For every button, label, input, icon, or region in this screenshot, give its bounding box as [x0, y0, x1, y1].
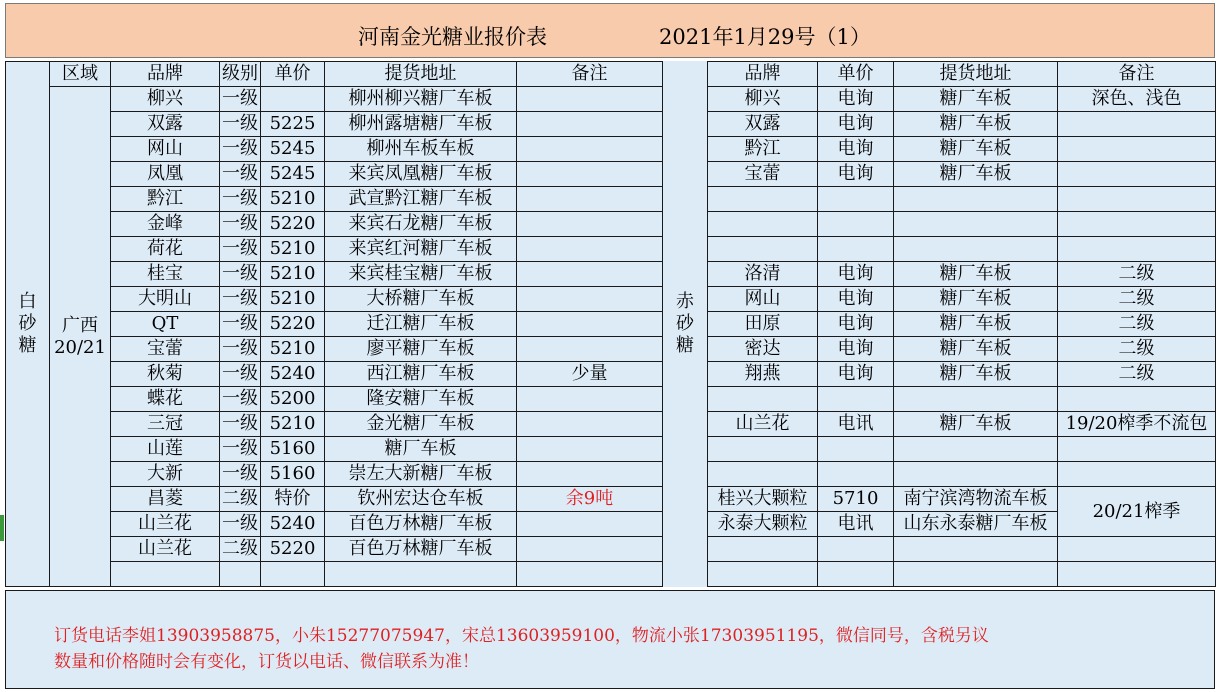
remark-cell[interactable]: [1058, 137, 1216, 162]
table-row: [6, 162, 1216, 187]
footer-notes: [5, 590, 1215, 689]
brand-cell[interactable]: [708, 537, 818, 562]
pickup-address-cell[interactable]: 糖厂车板: [894, 262, 1058, 287]
remark-cell[interactable]: 二级: [1058, 312, 1216, 337]
remark-cell[interactable]: [1058, 437, 1216, 462]
grade-cell[interactable]: 一级: [220, 512, 261, 537]
contact-line: 订货电话李姐13903958875，小朱15277075947，宋总13603959100，物流小张17303951195，微信同号，含税另议: [54, 626, 989, 646]
table-row: [6, 187, 1216, 212]
pickup-address-cell[interactable]: 糖厂车板: [894, 312, 1058, 337]
pickup-address-cell[interactable]: [894, 562, 1058, 587]
remark-cell[interactable]: [517, 262, 663, 287]
price-cell[interactable]: [261, 87, 325, 112]
price-cell[interactable]: 5210: [261, 412, 325, 437]
price-cell[interactable]: 5210: [261, 237, 325, 262]
price-cell[interactable]: 特价: [261, 487, 325, 512]
grade-cell[interactable]: 二级: [220, 537, 261, 562]
pickup-address-cell[interactable]: 来宾凤凰糖厂车板: [325, 162, 517, 187]
price-cell[interactable]: 电询: [818, 287, 894, 312]
pickup-address-cell[interactable]: 糖厂车板: [894, 362, 1058, 387]
brand-cell[interactable]: [708, 462, 818, 487]
table-row: [6, 462, 1216, 487]
table-row: [6, 312, 1216, 337]
remark-cell[interactable]: [517, 237, 663, 262]
remark-cell[interactable]: [517, 412, 663, 437]
table-row: [6, 362, 1216, 387]
table-row: [6, 562, 1216, 587]
price-cell[interactable]: [818, 237, 894, 262]
pickup-address-cell[interactable]: 崇左大新糖厂车板: [325, 462, 517, 487]
brand-cell[interactable]: 大明山: [111, 287, 220, 312]
brand-cell[interactable]: 山兰花: [708, 412, 818, 437]
price-cell[interactable]: 5210: [261, 337, 325, 362]
remark-cell[interactable]: 二级: [1058, 362, 1216, 387]
remark-cell[interactable]: 少量: [517, 362, 663, 387]
remark-cell[interactable]: [517, 437, 663, 462]
pickup-address-cell[interactable]: 柳州车板车板: [325, 137, 517, 162]
price-cell[interactable]: 5710: [818, 487, 894, 512]
remark-cell[interactable]: 二级: [1058, 287, 1216, 312]
header-cell[interactable]: 提货地址: [894, 62, 1058, 87]
brand-cell[interactable]: 网山: [111, 137, 220, 162]
price-cell[interactable]: 5240: [261, 362, 325, 387]
category-brown-sugar[interactable]: 赤 砂 糖: [663, 62, 708, 587]
table-row: [6, 287, 1216, 312]
price-cell[interactable]: [818, 387, 894, 412]
pickup-address-cell[interactable]: 钦州宏达仓车板: [325, 487, 517, 512]
remark-cell[interactable]: [517, 337, 663, 362]
grade-cell[interactable]: 一级: [220, 462, 261, 487]
brand-cell[interactable]: 秋菊: [111, 362, 220, 387]
remark-cell[interactable]: [517, 137, 663, 162]
brand-cell[interactable]: [111, 562, 220, 587]
brand-cell[interactable]: QT: [111, 312, 220, 337]
remark-cell[interactable]: [1058, 162, 1216, 187]
price-cell[interactable]: 电询: [818, 337, 894, 362]
pickup-address-cell[interactable]: 百色万林糖厂车板: [325, 537, 517, 562]
price-cell[interactable]: 5220: [261, 212, 325, 237]
brand-cell[interactable]: 柳兴: [111, 87, 220, 112]
title-banner: [5, 3, 1215, 58]
brand-cell[interactable]: 蝶花: [111, 387, 220, 412]
pickup-address-cell[interactable]: 糖厂车板: [894, 162, 1058, 187]
pickup-address-cell[interactable]: 来宾石龙糖厂车板: [325, 212, 517, 237]
price-cell[interactable]: 5245: [261, 137, 325, 162]
pickup-address-cell[interactable]: 来宾红河糖厂车板: [325, 237, 517, 262]
price-cell[interactable]: [818, 437, 894, 462]
pickup-address-cell[interactable]: 隆安糖厂车板: [325, 387, 517, 412]
brand-cell[interactable]: [708, 562, 818, 587]
remark-cell[interactable]: 余9吨: [517, 487, 663, 512]
remark-cell[interactable]: 19/20榨季不流包: [1058, 412, 1216, 437]
table-row: [6, 487, 1216, 512]
brand-cell[interactable]: [708, 187, 818, 212]
grade-cell[interactable]: 一级: [220, 337, 261, 362]
remark-cell[interactable]: [1058, 387, 1216, 412]
header-cell[interactable]: 单价: [818, 62, 894, 87]
remark-cell[interactable]: [517, 537, 663, 562]
pickup-address-cell[interactable]: 百色万林糖厂车板: [325, 512, 517, 537]
remark-cell[interactable]: [517, 512, 663, 537]
table-row: [6, 262, 1216, 287]
price-cell[interactable]: 5225: [261, 112, 325, 137]
brand-cell[interactable]: 黔江: [111, 187, 220, 212]
brand-cell[interactable]: 桂兴大颗粒: [708, 487, 818, 512]
price-cell[interactable]: [818, 187, 894, 212]
pickup-address-cell[interactable]: 糖厂车板: [894, 287, 1058, 312]
table-row: [6, 237, 1216, 262]
price-cell[interactable]: 电询: [818, 362, 894, 387]
grade-cell[interactable]: 一级: [220, 387, 261, 412]
pickup-address-cell[interactable]: 糖厂车板: [325, 437, 517, 462]
pickup-address-cell[interactable]: [894, 462, 1058, 487]
grade-cell[interactable]: 二级: [220, 487, 261, 512]
row-selection-marker: [0, 515, 4, 541]
pickup-address-cell[interactable]: 西江糖厂车板: [325, 362, 517, 387]
sheet-title: 河南金光糖业报价表: [358, 25, 547, 49]
remark-cell-merged[interactable]: 20/21榨季: [1058, 487, 1216, 537]
pickup-address-cell[interactable]: 糖厂车板: [894, 112, 1058, 137]
brand-cell[interactable]: 宝蕾: [708, 162, 818, 187]
header-cell[interactable]: 单价: [261, 62, 325, 87]
brand-cell[interactable]: 荷花: [111, 237, 220, 262]
brand-cell[interactable]: 桂宝: [111, 262, 220, 287]
price-cell[interactable]: 5240: [261, 512, 325, 537]
price-cell[interactable]: 5210: [261, 262, 325, 287]
price-cell[interactable]: 5160: [261, 462, 325, 487]
pickup-address-cell[interactable]: 廖平糖厂车板: [325, 337, 517, 362]
sheet-date: 2021年1月29号（1）: [659, 25, 871, 49]
brand-cell[interactable]: [708, 212, 818, 237]
brand-cell[interactable]: 双露: [111, 112, 220, 137]
table-row: [6, 137, 1216, 162]
price-cell[interactable]: 5245: [261, 162, 325, 187]
header-cell[interactable]: 提货地址: [325, 62, 517, 87]
pickup-address-cell[interactable]: 柳州柳兴糖厂车板: [325, 87, 517, 112]
category-white-sugar[interactable]: 白 砂 糖: [6, 62, 50, 587]
header-cell[interactable]: 级别: [220, 62, 261, 87]
grade-cell[interactable]: 一级: [220, 237, 261, 262]
table-row: [6, 337, 1216, 362]
remark-cell[interactable]: [517, 462, 663, 487]
remark-cell[interactable]: [517, 87, 663, 112]
remark-cell[interactable]: [1058, 537, 1216, 562]
remark-cell[interactable]: [517, 112, 663, 137]
remark-cell[interactable]: [1058, 562, 1216, 587]
brand-cell[interactable]: 金峰: [111, 212, 220, 237]
price-table: [5, 61, 1216, 587]
brand-cell[interactable]: 大新: [111, 462, 220, 487]
grade-cell[interactable]: [220, 562, 261, 587]
grade-cell[interactable]: 一级: [220, 212, 261, 237]
pickup-address-cell[interactable]: 南宁滨湾物流车板: [894, 487, 1058, 512]
remark-cell[interactable]: [517, 387, 663, 412]
table-row: [6, 112, 1216, 137]
grade-cell[interactable]: 一级: [220, 262, 261, 287]
pickup-address-cell[interactable]: 迁江糖厂车板: [325, 312, 517, 337]
pickup-address-cell[interactable]: [894, 387, 1058, 412]
price-cell[interactable]: 电询: [818, 112, 894, 137]
grade-cell[interactable]: 一级: [220, 162, 261, 187]
table-row: [6, 537, 1216, 562]
pickup-address-cell[interactable]: 糖厂车板: [894, 412, 1058, 437]
price-cell[interactable]: 电讯: [818, 512, 894, 537]
brand-cell[interactable]: 昌菱: [111, 487, 220, 512]
table-row: [6, 412, 1216, 437]
brand-cell[interactable]: 山莲: [111, 437, 220, 462]
header-cell[interactable]: 品牌: [708, 62, 818, 87]
price-cell[interactable]: 5160: [261, 437, 325, 462]
pickup-address-cell[interactable]: [325, 562, 517, 587]
brand-cell[interactable]: [708, 437, 818, 462]
grade-cell[interactable]: 一级: [220, 112, 261, 137]
table-row: [6, 512, 1216, 537]
pickup-address-cell[interactable]: 金光糖厂车板: [325, 412, 517, 437]
remark-cell[interactable]: [517, 287, 663, 312]
table-row: [6, 87, 1216, 112]
brand-cell[interactable]: 洛清: [708, 262, 818, 287]
price-cell[interactable]: 电询: [818, 162, 894, 187]
remark-cell[interactable]: [1058, 212, 1216, 237]
price-cell[interactable]: 5210: [261, 187, 325, 212]
price-cell[interactable]: [818, 212, 894, 237]
brand-cell[interactable]: 田原: [708, 312, 818, 337]
remark-cell[interactable]: [517, 312, 663, 337]
price-cell[interactable]: [261, 562, 325, 587]
pickup-address-cell[interactable]: [894, 212, 1058, 237]
price-cell[interactable]: 5210: [261, 287, 325, 312]
brand-cell[interactable]: 宝蕾: [111, 337, 220, 362]
pickup-address-cell[interactable]: 山东永泰糖厂车板: [894, 512, 1058, 537]
remark-cell[interactable]: 深色、浅色: [1058, 87, 1216, 112]
price-cell[interactable]: [818, 562, 894, 587]
remark-cell[interactable]: [517, 187, 663, 212]
remark-cell[interactable]: [1058, 112, 1216, 137]
grade-cell[interactable]: 一级: [220, 312, 261, 337]
grade-cell[interactable]: 一级: [220, 362, 261, 387]
brand-cell[interactable]: 永泰大颗粒: [708, 512, 818, 537]
header-cell[interactable]: 区域: [50, 62, 111, 87]
notice-line: 数量和价格随时会有变化，订货以电话、微信联系为准！: [54, 652, 479, 672]
pickup-address-cell[interactable]: [894, 237, 1058, 262]
remark-cell[interactable]: [1058, 462, 1216, 487]
remark-cell[interactable]: 二级: [1058, 262, 1216, 287]
header-cell[interactable]: 品牌: [111, 62, 220, 87]
pickup-address-cell[interactable]: 来宾桂宝糖厂车板: [325, 262, 517, 287]
price-cell[interactable]: [818, 462, 894, 487]
brand-cell[interactable]: 密达: [708, 337, 818, 362]
price-cell[interactable]: 5220: [261, 312, 325, 337]
pickup-address-cell[interactable]: 糖厂车板: [894, 137, 1058, 162]
brand-cell[interactable]: [708, 387, 818, 412]
price-cell[interactable]: 电询: [818, 262, 894, 287]
price-cell[interactable]: 电询: [818, 137, 894, 162]
grade-cell[interactable]: 一级: [220, 287, 261, 312]
pickup-address-cell[interactable]: [894, 187, 1058, 212]
price-cell[interactable]: [818, 537, 894, 562]
price-cell[interactable]: 电讯: [818, 412, 894, 437]
pickup-address-cell[interactable]: 大桥糖厂车板: [325, 287, 517, 312]
price-cell[interactable]: 5200: [261, 387, 325, 412]
brand-cell[interactable]: [708, 237, 818, 262]
brand-cell[interactable]: 双露: [708, 112, 818, 137]
pickup-address-cell[interactable]: 糖厂车板: [894, 337, 1058, 362]
table-row: [6, 387, 1216, 412]
grade-cell[interactable]: 一级: [220, 187, 261, 212]
price-cell[interactable]: 5220: [261, 537, 325, 562]
remark-cell[interactable]: [517, 162, 663, 187]
remark-cell[interactable]: [1058, 187, 1216, 212]
pickup-address-cell[interactable]: 柳州露塘糖厂车板: [325, 112, 517, 137]
pickup-address-cell[interactable]: 糖厂车板: [894, 87, 1058, 112]
grade-cell[interactable]: 一级: [220, 137, 261, 162]
brand-cell[interactable]: 黔江: [708, 137, 818, 162]
pickup-address-cell[interactable]: [894, 437, 1058, 462]
price-cell[interactable]: 电询: [818, 87, 894, 112]
pickup-address-cell[interactable]: [894, 537, 1058, 562]
pickup-address-cell[interactable]: 武宣黔江糖厂车板: [325, 187, 517, 212]
grade-cell[interactable]: 一级: [220, 87, 261, 112]
brand-cell[interactable]: 山兰花: [111, 512, 220, 537]
table-row: [6, 212, 1216, 237]
table-row: [6, 437, 1216, 462]
remark-cell[interactable]: [1058, 237, 1216, 262]
region-cell[interactable]: 广西 20/21: [50, 87, 111, 587]
grade-cell[interactable]: 一级: [220, 412, 261, 437]
brand-cell[interactable]: 山兰花: [111, 537, 220, 562]
header-cell[interactable]: 备注: [517, 62, 663, 87]
brand-cell[interactable]: 网山: [708, 287, 818, 312]
brand-cell[interactable]: 柳兴: [708, 87, 818, 112]
remark-cell[interactable]: 二级: [1058, 337, 1216, 362]
remark-cell[interactable]: [517, 212, 663, 237]
brand-cell[interactable]: 翔燕: [708, 362, 818, 387]
price-cell[interactable]: 电询: [818, 312, 894, 337]
grade-cell[interactable]: 一级: [220, 437, 261, 462]
header-cell[interactable]: 备注: [1058, 62, 1216, 87]
remark-cell[interactable]: [517, 562, 663, 587]
brand-cell[interactable]: 凤凰: [111, 162, 220, 187]
brand-cell[interactable]: 三冠: [111, 412, 220, 437]
